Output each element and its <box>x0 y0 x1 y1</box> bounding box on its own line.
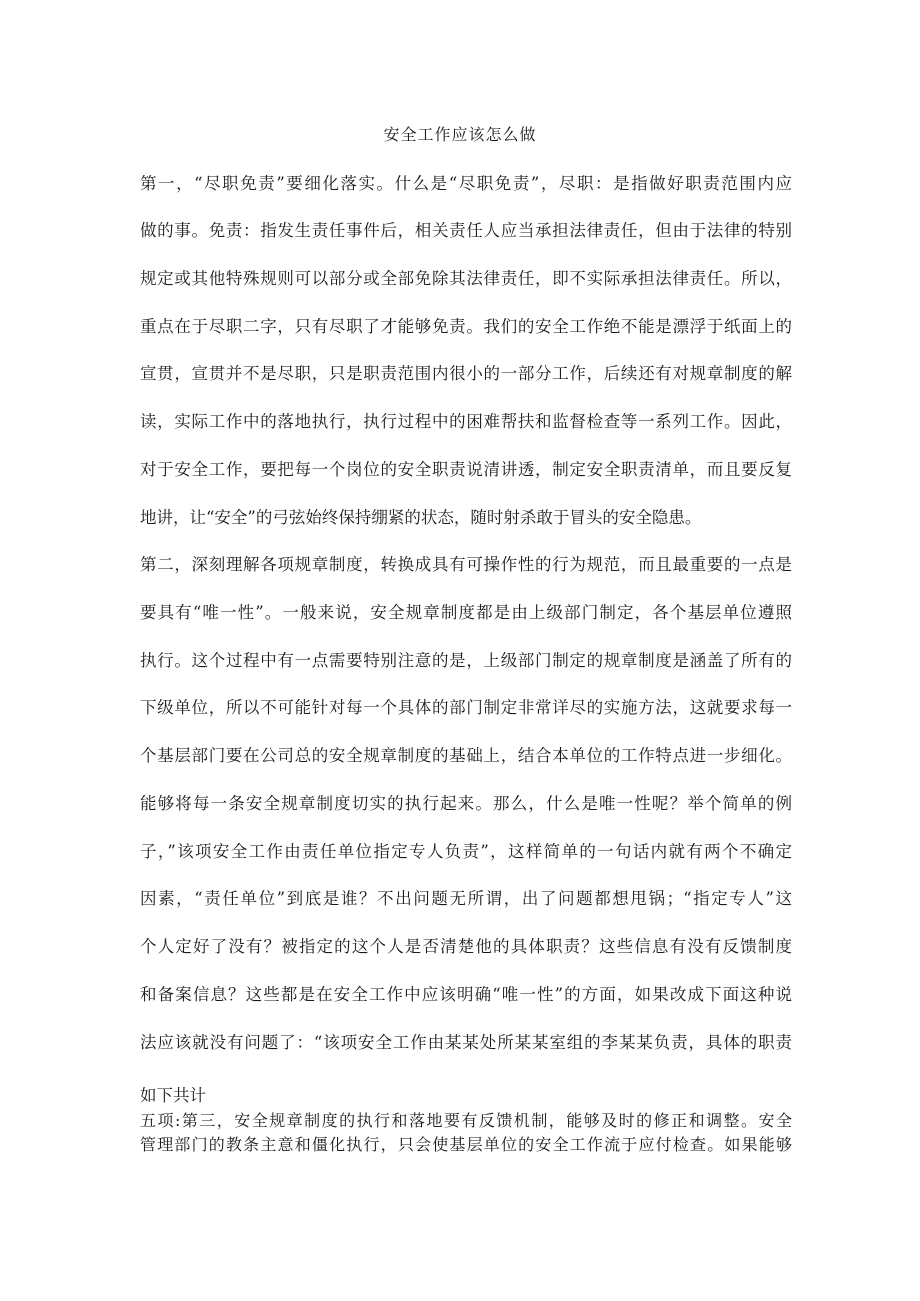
paragraph-line: 要具有“唯一性”。一般来说，安全规章制度都是由上级部门制定，各个基层单位遵照 <box>140 603 792 622</box>
document-title: 安全工作应该怎么做 <box>383 125 537 144</box>
paragraph-line: 能够将每一条安全规章制度切实的执行起来。那么，什么是唯一性呢？举个简单的例 <box>140 794 792 813</box>
paragraph-line: 五项:第三，安全规章制度的执行和落地要有反馈机制，能够及时的修正和调整。安全 <box>140 1111 792 1130</box>
paragraph-line: 如下共计 <box>140 1086 206 1105</box>
paragraph-line: 个基层部门要在公司总的安全规章制度的基础上，结合本单位的工作特点进一步细化。 <box>140 746 792 765</box>
paragraph-line: 下级单位，所以不可能针对每一个具体的部门制定非常详尽的实施方法，这就要求每一 <box>140 698 792 717</box>
paragraph-line: 规定或其他特殊规则可以部分或全部免除其法律责任，即不实际承担法律责任。所以， <box>140 269 792 288</box>
paragraph-line: 地讲，让“安全”的弓弦始终保持绷紧的状态，随时射杀敢于冒头的安全隐患。 <box>140 508 702 527</box>
paragraph-line: 做的事。免责：指发生责任事件后，相关责任人应当承担法律责任，但由于法律的特别 <box>140 221 792 240</box>
paragraph-line: 管理部门的教条主意和僵化执行，只会使基层单位的安全工作流于应付检查。如果能够 <box>140 1135 792 1154</box>
paragraph-line: 第二，深刻理解各项规章制度，转换成具有可操作性的行为规范，而且最重要的一点是 <box>140 555 792 574</box>
paragraph-line: 第一，“尽职免责”要细化落实。什么是“尽职免责”，尽职：是指做好职责范围内应 <box>140 174 792 193</box>
paragraph-line: 子，”该项安全工作由责任单位指定专人负责”，这样简单的一句话内就有两个不确定 <box>140 842 792 861</box>
paragraph-line: 执行。这个过程中有一点需要特别注意的是，上级部门制定的规章制度是涵盖了所有的 <box>140 651 792 670</box>
paragraph-line: 因素，“责任单位”到底是谁？不出问题无所谓，出了问题都想甩锅；“指定专人”这 <box>140 889 792 908</box>
paragraph-line: 和备案信息？这些都是在安全工作中应该明确“唯一性”的方面，如果改成下面这种说 <box>140 985 792 1004</box>
paragraph-line: 宣贯，宣贯并不是尽职，只是职责范围内很小的一部分工作，后续还有对规章制度的解 <box>140 364 792 383</box>
paragraph-line: 个人定好了没有？被指定的这个人是否清楚他的具体职责？这些信息有没有反馈制度 <box>140 937 792 956</box>
paragraph-line: 读，实际工作中的落地执行，执行过程中的困难帮扶和监督检查等一系列工作。因此， <box>140 412 792 431</box>
paragraph-line: 重点在于尽职二字，只有尽职了才能够免责。我们的安全工作绝不能是漂浮于纸面上的 <box>140 317 792 336</box>
paragraph-line: 对于安全工作，要把每一个岗位的安全职责说清讲透，制定安全职责清单，而且要反复 <box>140 460 792 479</box>
paragraph-line: 法应该就没有问题了：“该项安全工作由某某处所某某室组的李某某负责，具体的职责 <box>140 1033 792 1052</box>
